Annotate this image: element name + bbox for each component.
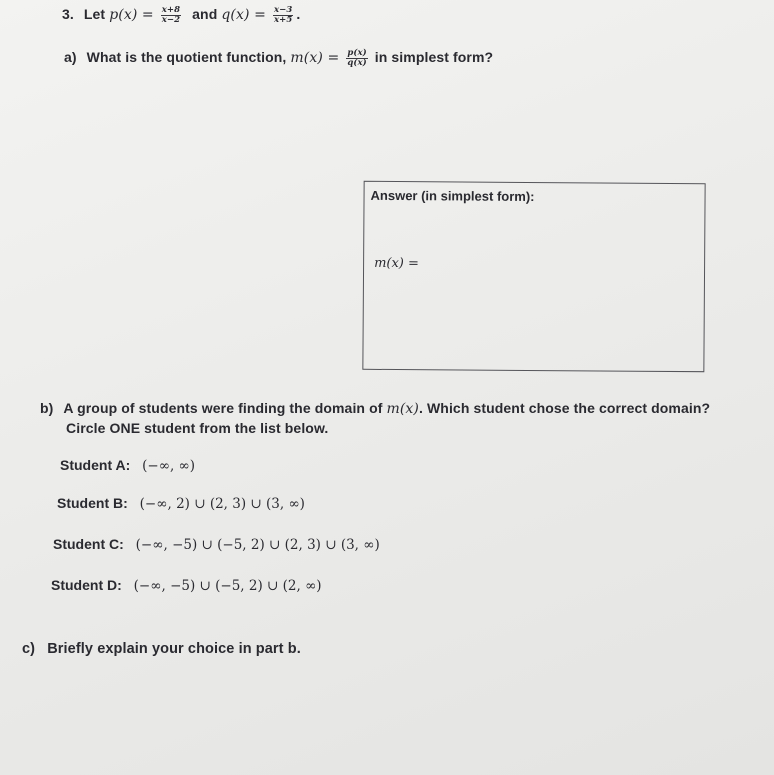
let-text: Let — [83, 6, 106, 23]
part-c-text: Briefly explain your choice in part b. — [47, 641, 301, 657]
student-c-option[interactable] — [53, 536, 380, 553]
student-b-domain: (−∞, 2) ∪ (2, 3) ∪ (3, ∞) — [139, 496, 305, 512]
student-d-option[interactable] — [51, 577, 322, 594]
quotient-denominator: q(x) — [347, 58, 367, 68]
p-numerator: x+8 — [161, 5, 181, 15]
student-b-name: Student B: — [57, 495, 128, 511]
student-d-domain: (−∞, −5) ∪ (−5, 2) ∪ (2, ∞) — [133, 578, 322, 594]
part-b-label: b) — [40, 400, 54, 416]
p-denominator: x−2 — [161, 15, 181, 25]
part-a-text: What is the quotient function, — [86, 49, 287, 66]
part-b-question-line1 — [40, 400, 710, 417]
part-a-m-label: m(x) = — [290, 50, 340, 67]
student-a-domain: (−∞, ∞) — [142, 458, 196, 474]
problem-number: 3. — [62, 6, 74, 23]
part-b-m-math: m(x) — [386, 401, 419, 417]
answer-box[interactable] — [362, 181, 705, 372]
student-a-name: Student A: — [60, 457, 131, 473]
answer-m-prompt: m(x) = — [374, 255, 419, 272]
part-b-line1-pre: A group of students were finding the domain of — [63, 400, 383, 416]
part-c-label: c) — [22, 641, 36, 657]
and-text: and — [192, 6, 218, 23]
q-fraction — [273, 6, 293, 25]
part-c-question — [22, 641, 301, 657]
student-c-domain: (−∞, −5) ∪ (−5, 2) ∪ (2, 3) ∪ (3, ∞) — [135, 537, 380, 553]
part-a-question — [64, 49, 493, 68]
q-numerator: x−3 — [273, 5, 293, 15]
answer-box-label: Answer (in simplest form): — [370, 187, 535, 205]
q-denominator: x+5 — [273, 15, 293, 25]
student-d-name: Student D: — [51, 577, 122, 593]
part-b-line1-post: . Which student chose the correct domain? — [419, 400, 711, 416]
problem-statement — [62, 6, 300, 25]
quotient-numerator: p(x) — [347, 48, 367, 58]
student-c-name: Student C: — [53, 536, 124, 552]
p-fraction — [161, 6, 181, 25]
student-b-option[interactable] — [57, 495, 305, 512]
part-b-question-line2: Circle ONE student from the list below. — [66, 420, 329, 436]
student-a-option[interactable] — [60, 457, 195, 474]
q-label: q(x) = — [221, 7, 266, 24]
p-label: p(x) = — [109, 7, 154, 24]
quotient-fraction — [346, 49, 367, 68]
part-a-label: a) — [64, 49, 77, 66]
problem-end-period: . — [296, 6, 301, 23]
part-a-text-end: in simplest form? — [374, 49, 494, 66]
